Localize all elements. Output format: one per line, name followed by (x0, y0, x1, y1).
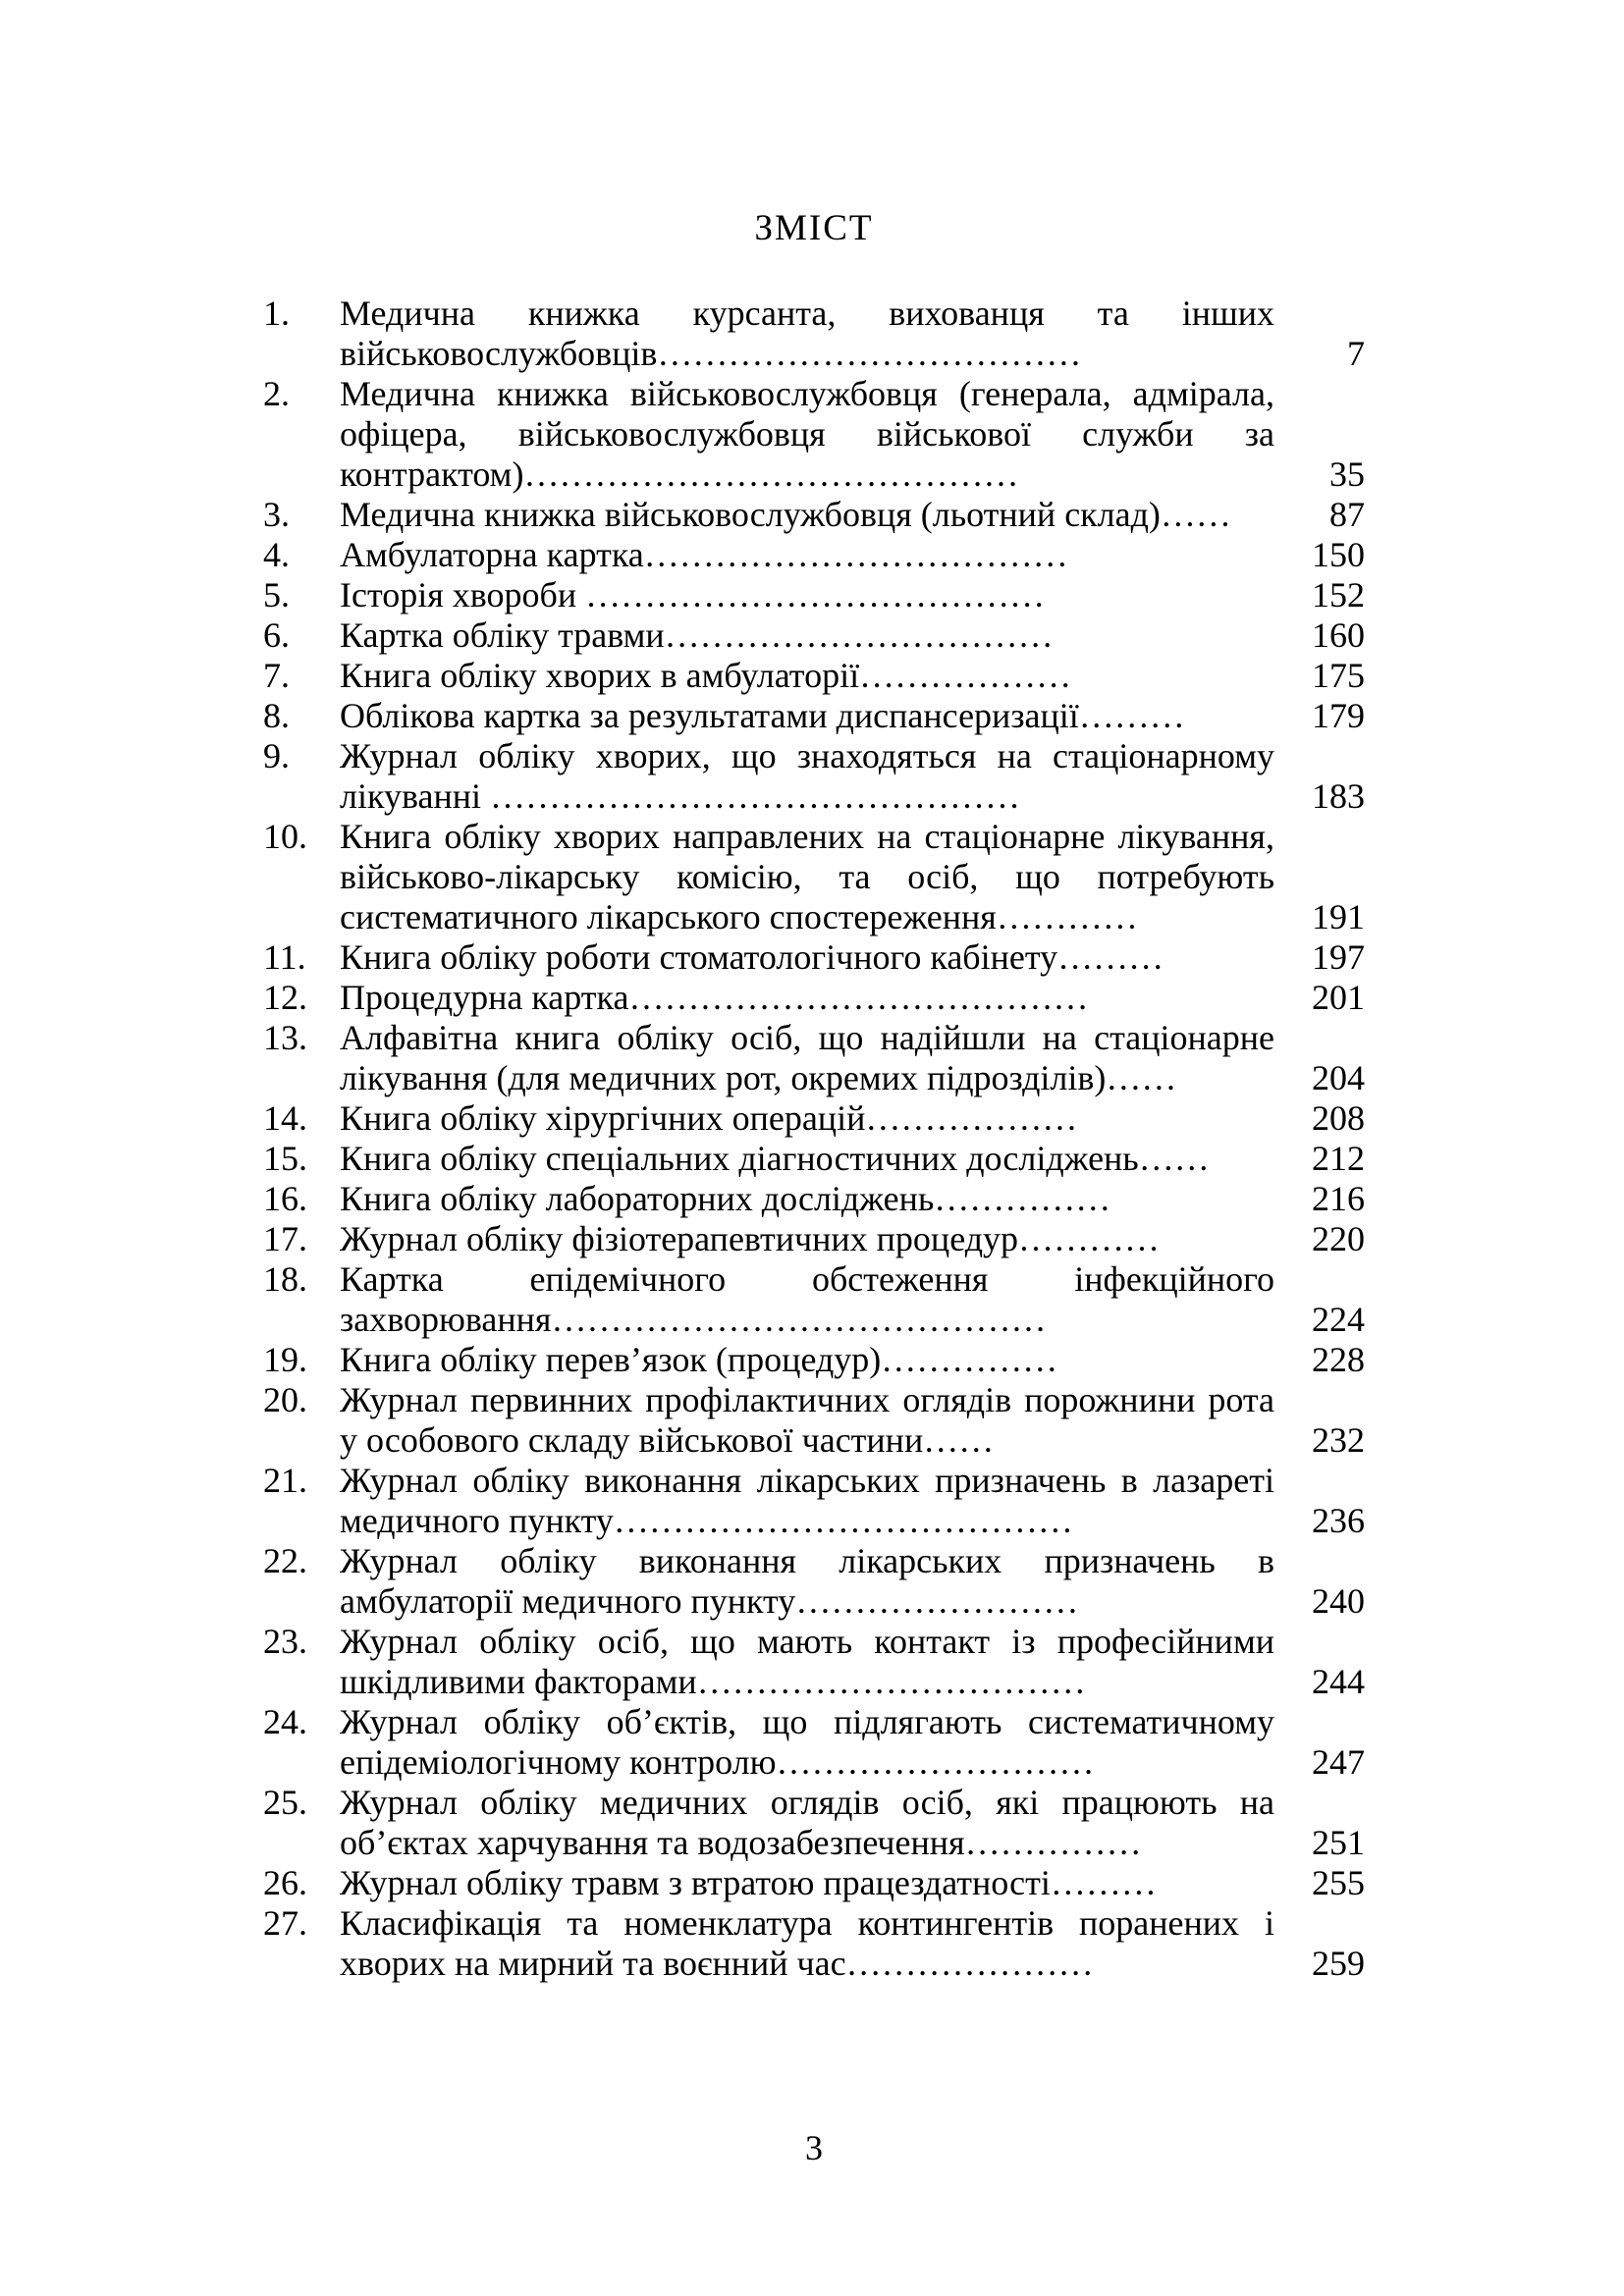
toc-entry (263, 1903, 1365, 1984)
toc-entry-number: 1. (263, 294, 290, 333)
toc-entry-title (340, 1622, 1274, 1702)
toc-entry-number: 15. (263, 1139, 307, 1178)
toc-entry-title-text: Процедурна картка (340, 978, 629, 1017)
toc-entry-title-text: Історія хвороби (340, 575, 586, 614)
toc-entry-number: 10. (263, 817, 307, 856)
toc-entry-page: 35 (1329, 454, 1365, 494)
dot-leader: …… (1138, 1139, 1210, 1178)
toc-entry-title (340, 294, 1274, 374)
toc-entry (263, 1340, 1365, 1380)
toc-entry-title-text: Журнал обліку виконання лікарських призначень в лазареті медичного пункту (340, 1461, 1274, 1540)
toc-entry-number: 16. (263, 1179, 307, 1218)
toc-entry-number: 13. (263, 1018, 307, 1057)
toc-entry-title (340, 736, 1274, 817)
toc-entry-title-text: Медична книжка військовослужбовця (генерала, адмірала, офіцера, військовослужбовця військової служби за контрактом) (340, 374, 1274, 494)
toc-entry-title (340, 1018, 1274, 1098)
toc-entry-number: 26. (263, 1863, 307, 1902)
toc-entry-page: 240 (1312, 1581, 1365, 1621)
toc-entry-title-text: Класифікація та номенклатура контингентів поранених і хворих на мирний та воєнний час (340, 1903, 1274, 1983)
dot-leader: ……………………………… (657, 334, 1082, 373)
toc-entry (263, 1783, 1365, 1863)
toc-entry-title-text: Медична книжка військовослужбовця (льотний склад) (340, 495, 1161, 534)
toc-entry-title-text: Журнал обліку виконання лікарських призначень в амбулаторії медичного пункту (340, 1541, 1274, 1621)
toc-entry-title (340, 374, 1274, 495)
toc-entry-number: 22. (263, 1541, 307, 1580)
toc-entry-number: 18. (263, 1259, 307, 1299)
toc-entry (263, 615, 1365, 656)
toc-entry-page: 150 (1312, 535, 1365, 574)
toc-entry-title-text: Картка епідемічного обстеження інфекційного захворювання (340, 1259, 1274, 1339)
toc-entry-page: 197 (1312, 937, 1365, 977)
toc-entry-title (340, 978, 1274, 1018)
toc-entry-title-text: Медична книжка курсанта, вихованця та інших військовослужбовців (340, 294, 1274, 373)
dot-leader: …………… (934, 1179, 1111, 1218)
dot-leader: …………………………………… (523, 454, 1019, 494)
toc-entry-title-text: Книга обліку хворих направлених на стаціонарне лікування, військово-лікарську комісію, та осіб, що потребують систематичного лікарського спостереження (340, 817, 1274, 936)
toc-entry-page: 247 (1312, 1742, 1365, 1782)
toc-entry-page: 255 (1312, 1863, 1365, 1902)
toc-entry (263, 374, 1365, 495)
toc-entry-title (340, 1461, 1274, 1541)
toc-entry-title (340, 696, 1274, 736)
toc-entry-title (340, 495, 1274, 535)
toc-entry-title (340, 1783, 1274, 1863)
toc-entry-number: 14. (263, 1098, 307, 1138)
toc-entry-page: 236 (1312, 1501, 1365, 1540)
toc-entry-title (340, 1259, 1274, 1340)
toc-entry (263, 495, 1365, 535)
toc-entry-page: 191 (1312, 897, 1365, 936)
dot-leader: …………………… (795, 1581, 1079, 1621)
toc-entry-number: 3. (263, 495, 290, 534)
toc-entry (263, 1018, 1365, 1098)
toc-entry-page: 224 (1312, 1300, 1365, 1339)
toc-entry-page: 244 (1312, 1662, 1365, 1701)
dot-leader: …………………………… (664, 615, 1054, 655)
toc-entry-title (340, 656, 1274, 696)
toc-entry-page: 175 (1312, 656, 1365, 695)
toc-entry-page: 259 (1312, 1944, 1365, 1983)
toc-entry-title (340, 615, 1274, 656)
toc-entry-number: 27. (263, 1903, 307, 1943)
document-page (263, 0, 1365, 2296)
toc-entry-number: 25. (263, 1783, 307, 1822)
dot-leader: …… (923, 1420, 995, 1460)
toc-entry (263, 817, 1365, 937)
toc-entry (263, 535, 1365, 575)
dot-leader: …………………………… (696, 1662, 1086, 1701)
dot-leader: …… (1160, 495, 1231, 534)
dot-leader: ……… (1050, 1863, 1157, 1902)
toc-entry-page: 7 (1347, 334, 1365, 373)
dot-leader: …………………………………… (551, 1300, 1047, 1339)
page-footer-number: 3 (805, 2128, 823, 2167)
toc-entry (263, 1139, 1365, 1179)
toc-entry-title-text: Облікова картка за результатами диспансеризації (340, 696, 1079, 735)
toc-entry (263, 1098, 1365, 1139)
toc-entry-page: 232 (1312, 1420, 1365, 1460)
toc-entry-title-text: Журнал обліку осіб, що мають контакт із професійними шкідливими факторами (340, 1622, 1274, 1701)
toc-entry-page: 216 (1312, 1179, 1365, 1218)
toc-entry-page: 152 (1312, 575, 1365, 614)
toc-entry-title-text: Алфавітна книга обліку осіб, що надійшли на стаціонарне лікування (для медичних рот, окремих підрозділів) (340, 1018, 1274, 1097)
toc-entry-title-text: Картка обліку травми (340, 615, 665, 655)
toc-entry (263, 1863, 1365, 1903)
toc-entry-title (340, 1702, 1274, 1783)
toc-entry-title-text: Журнал обліку хворих, що знаходяться на стаціонарному лікуванні (340, 736, 1274, 816)
toc-entry-title (340, 817, 1274, 937)
toc-entry-title-text: Книга обліку хірургічних операцій (340, 1098, 866, 1138)
toc-entry-title (340, 1139, 1274, 1179)
toc-entry-page: 201 (1312, 978, 1365, 1017)
toc-entry-number: 19. (263, 1340, 307, 1379)
toc-entry-title-text: Книга обліку хворих в амбулаторії (340, 656, 860, 695)
toc-entry-number: 24. (263, 1702, 307, 1741)
toc-entry-title-text: Журнал обліку фізіотерапевтичних процедур (340, 1219, 1019, 1258)
toc-entry-number: 8. (263, 696, 290, 735)
dot-leader: …………… (964, 1823, 1142, 1862)
dot-leader: ……… (1078, 696, 1185, 735)
toc-entry-title (340, 1380, 1274, 1461)
dot-leader: ………… (996, 897, 1138, 936)
toc-entry (263, 1622, 1365, 1702)
toc-entry-number: 11. (263, 937, 306, 977)
toc-entry (263, 575, 1365, 615)
toc-entry-page: 204 (1312, 1058, 1365, 1097)
toc-entry (263, 696, 1365, 736)
toc-entry-page: 208 (1312, 1098, 1365, 1138)
toc-entry-number: 4. (263, 535, 290, 574)
toc-entry-title-text: Книга обліку спеціальних діагностичних досліджень (340, 1139, 1139, 1178)
dot-leader: ……………………………………… (489, 776, 1020, 816)
dot-leader: ……………… (865, 1098, 1078, 1138)
toc-entry (263, 294, 1365, 374)
toc-entry-title (340, 1863, 1274, 1903)
toc-entry-title (340, 1903, 1274, 1984)
toc-entry-page: 212 (1312, 1139, 1365, 1178)
toc-entry-title (340, 1179, 1274, 1219)
toc-entry-title-text: Журнал обліку об’єктів, що підлягають систематичному епідеміологічному контролю (340, 1702, 1274, 1782)
dot-leader: ……………… (859, 656, 1072, 695)
dot-leader: ……………………………… (643, 535, 1068, 574)
toc-entry-number: 20. (263, 1380, 307, 1419)
toc-entry-title (340, 1219, 1274, 1259)
toc-entry-page: 220 (1312, 1219, 1365, 1258)
toc-entry (263, 937, 1365, 978)
toc-entry-title (340, 535, 1274, 575)
dot-leader: ………………………………… (628, 978, 1089, 1017)
toc-entry (263, 1461, 1365, 1541)
toc-entry-page: 183 (1312, 776, 1365, 816)
toc-entry-title (340, 1541, 1274, 1622)
toc-entry-number: 21. (263, 1461, 307, 1500)
toc-entry-title-text: Книга обліку лабораторних досліджень (340, 1179, 935, 1218)
toc-entry-page: 179 (1312, 696, 1365, 735)
table-of-contents (263, 294, 1365, 1984)
toc-entry-page: 228 (1312, 1340, 1365, 1379)
toc-entry (263, 1179, 1365, 1219)
dot-leader: …………… (881, 1340, 1058, 1379)
dot-leader: ……… (1057, 937, 1164, 977)
toc-entry (263, 1219, 1365, 1259)
toc-entry-number: 2. (263, 374, 290, 413)
dot-leader: ………………… (845, 1944, 1094, 1983)
dot-leader: ……………………… (776, 1742, 1095, 1782)
toc-entry-title-text: Журнал обліку медичних оглядів осіб, які працюють на об’єктах харчування та водозабезпечення (340, 1783, 1274, 1862)
dot-leader: ………………………………… (585, 575, 1046, 614)
toc-entry-title (340, 1098, 1274, 1139)
toc-entry (263, 978, 1365, 1018)
toc-entry-number: 12. (263, 978, 307, 1017)
toc-entry-number: 5. (263, 575, 290, 614)
page-title: ЗМІСТ (754, 208, 874, 248)
toc-entry-title-text: Амбулаторна картка (340, 535, 644, 574)
toc-entry-number: 23. (263, 1622, 307, 1661)
toc-entry-title (340, 1340, 1274, 1380)
toc-entry (263, 1702, 1365, 1783)
toc-entry (263, 736, 1365, 817)
toc-entry-title-text: Книга обліку перев’язок (процедур) (340, 1340, 882, 1379)
toc-entry-number: 7. (263, 656, 290, 695)
toc-entry-number: 9. (263, 736, 290, 775)
toc-entry-title-text: Журнал обліку травм з втратою працездатності (340, 1863, 1051, 1902)
toc-entry-number: 6. (263, 615, 290, 655)
dot-leader: ………………………………… (613, 1501, 1073, 1540)
toc-entry-page: 251 (1312, 1823, 1365, 1862)
toc-entry (263, 1380, 1365, 1461)
toc-entry-number: 17. (263, 1219, 307, 1258)
toc-entry-title-text: Книга обліку роботи стоматологічного кабінету (340, 937, 1058, 977)
dot-leader: …… (1106, 1058, 1177, 1097)
toc-entry (263, 656, 1365, 696)
toc-entry (263, 1541, 1365, 1622)
toc-entry-page: 87 (1329, 495, 1365, 534)
toc-entry-title (340, 937, 1274, 978)
toc-entry-title (340, 575, 1274, 615)
toc-entry-title-text: Журнал первинних профілактичних оглядів порожнини рота у особового складу військової частини (340, 1380, 1274, 1460)
toc-entry (263, 1259, 1365, 1340)
toc-entry-page: 160 (1312, 615, 1365, 655)
dot-leader: ………… (1018, 1219, 1161, 1258)
